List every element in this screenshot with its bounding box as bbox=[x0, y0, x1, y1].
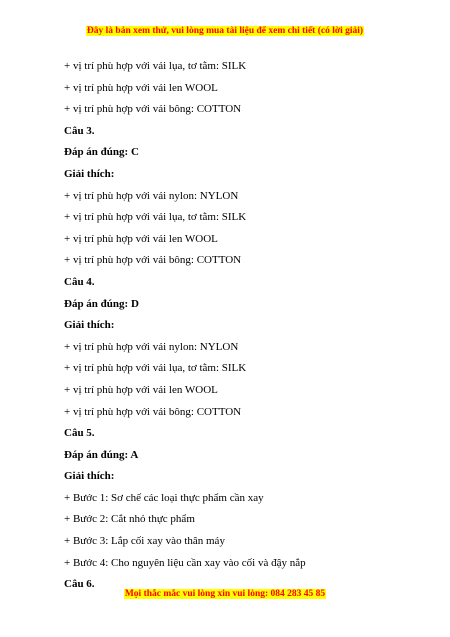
document-text-line: + vị trí phù hợp với vải len WOOL bbox=[64, 232, 218, 245]
document-text-line: + vị trí phù hợp với vải nylon: NYLON bbox=[64, 340, 239, 353]
document-text-line: + vị trí phù hợp với vải lụa, tơ tằm: SILK bbox=[64, 211, 247, 224]
document-text-line: + vị trí phù hợp với vải lụa, tơ tằm: SILK bbox=[64, 60, 247, 72]
document-body bbox=[64, 59, 424, 599]
document-text-line: + Bước 3: Lắp cối xay vào thân máy bbox=[64, 535, 225, 548]
document-text-line: + vị trí phù hợp với vải len WOOL bbox=[64, 383, 218, 396]
document-text-line: + Bước 2: Cắt nhỏ thực phẩm bbox=[64, 513, 195, 526]
document-text-line: + vị trí phù hợp với vải bông: COTTON bbox=[64, 254, 242, 267]
document-heading-line: Câu 3. bbox=[64, 124, 95, 137]
contact-text: Mọi thắc mắc vui lòng xin vui lòng: 084 283 45 85 bbox=[124, 589, 326, 599]
contact-banner bbox=[0, 588, 450, 600]
document-text-line: + vị trí phù hợp với vải nylon: NYLON bbox=[64, 189, 239, 202]
document-text-line: + vị trí phù hợp với vải bông: COTTON bbox=[64, 405, 242, 418]
document-heading-line: Giải thích: bbox=[64, 470, 115, 483]
document-heading-line: Giải thích: bbox=[64, 167, 115, 180]
document-text-line: + Bước 1: Sơ chế các loại thực phẩm cần xay bbox=[64, 491, 264, 504]
document-text-line: + vị trí phù hợp với vải lụa, tơ tằm: SILK bbox=[64, 362, 247, 375]
document-text-line: + vị trí phù hợp với vải len WOOL bbox=[64, 81, 218, 94]
document-heading-line: Giải thích: bbox=[64, 319, 115, 332]
document-heading-line: Câu 5. bbox=[64, 427, 95, 440]
document-heading-line: Câu 6. bbox=[64, 578, 95, 591]
document-heading-line: Đáp án đúng: C bbox=[64, 146, 139, 159]
preview-notice-text: Đây là bản xem thử, vui lòng mua tài liệu để xem chi tiết (có lời giải) bbox=[86, 26, 364, 36]
document-heading-line: Đáp án đúng: A bbox=[64, 448, 139, 461]
preview-notice-banner bbox=[0, 25, 450, 37]
document-heading-line: Đáp án đúng: D bbox=[64, 297, 139, 310]
document-text-line: + vị trí phù hợp với vải bông: COTTON bbox=[64, 103, 242, 116]
document-text-line: + Bước 4: Cho nguyên liệu cần xay vào cối và đậy nắp bbox=[64, 556, 306, 569]
document-heading-line: Câu 4. bbox=[64, 275, 95, 288]
